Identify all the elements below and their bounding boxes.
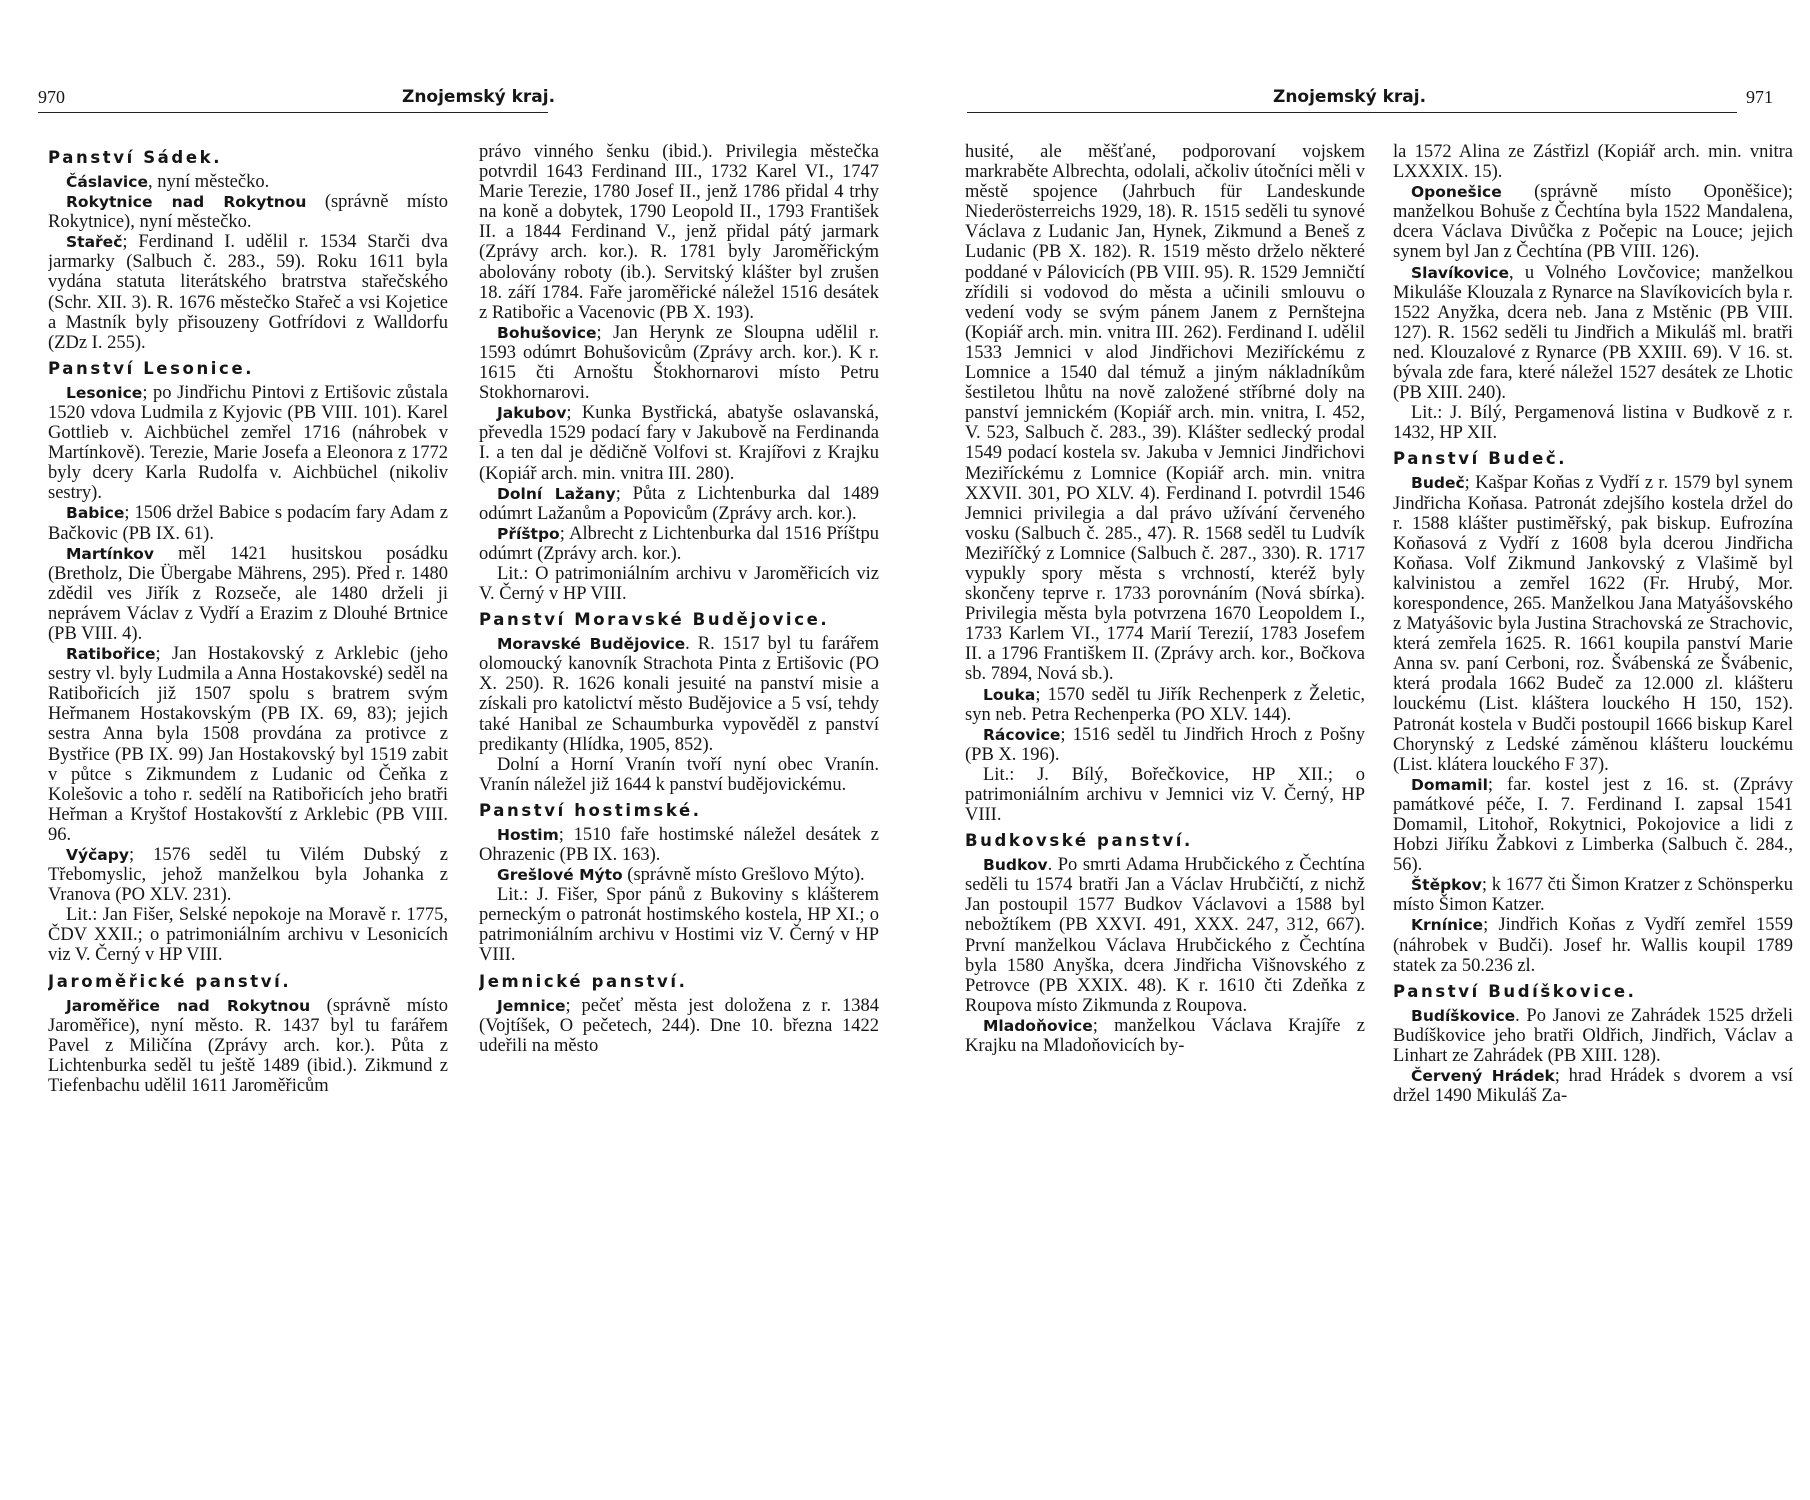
- entry-text: ; 1570 seděl tu Jiřík Rechenperk z Želetic, syn neb. Petra Rechenperka (PO XLV. 144).: [965, 684, 1365, 725]
- entry-paragraph: [479, 403, 879, 483]
- entry-paragraph: [479, 865, 879, 885]
- entry-text: ; 1506 držel Babice s podacím fary Adam z Bačkovic (PB IX. 61).: [48, 503, 448, 544]
- entry-text: ; Jindřich Koňas z Vydří zemřel 1559 (náhrobek v Budči). Josef hr. Wallis koupil 1789 statek za 50.236 zl.: [1393, 915, 1793, 976]
- entry-term: Rácovice: [983, 725, 1061, 744]
- page-number: 971: [1746, 87, 1773, 107]
- entry-text: měl 1421 husitskou posádku (Bretholz, Die Übergabe Mährens, 295). Před r. 1480 zdědil ves Jiřík z Rozseče, ale 1480 drželi ji neprávem Václav z Vydří a Erazim z Dlouhé Brtnice (PB VIII. 4).: [48, 543, 448, 644]
- running-head: Znojemský kraj.: [1273, 87, 1427, 107]
- entry-paragraph: [1393, 403, 1793, 443]
- entry-text: právo vinného šenku (ibid.). Privilegia městečka potvrdil 1643 Ferdinand III., 1732 Karel VI., 1747 Marie Terezie, 1780 Josef II., jenž 1786 přidal 4 trhy na koně a dobytek, 1790 Leopold II., 1793 František II. a 1844 Ferdinand V., jenž přidal pátý jarmark (Zprávy arch. kor.). R. 1781 byly Jaroměřickým abolovány roboty (ib.). Servitský klášter byl zrušen 18. září 1784. Faře jaroměřické náležel 1516 desátek z Ratibořic a Vacenovic (PB X. 193).: [479, 142, 879, 323]
- entry-term: Čáslavice: [66, 173, 148, 191]
- entry-paragraph: [965, 685, 1365, 725]
- entry-text: . R. 1517 byl tu farářem olomoucký kanovník Strachota Pinta z Ertišovic (PO X. 250). R. 1626 konali jesuité na panství misie a získali pro katolictví město Budějovice a 5 vsí, tehdy také Hanibal ze Schaumburka vypověděl z panství predikanty (Hlídka, 1905, 852).: [479, 634, 879, 755]
- entry-paragraph: [48, 232, 448, 353]
- entry-text: ; Kašpar Koňas z Vydří z r. 1579 byl synem Jindřicha Koňasa. Patronát zdejšího kostela držel do r. 1588 klášter pustiměřský, pak biskup. Eufrozína Koňasová z Vydří z 1608 byla dcerou Jindřicha Koňasa. Volf Zikmund Jankovský z Vlašimě byl kalvinistou a zemřel 1622 (Fr. Hrubý, Mor. korespondence, 265. Manželkou Jana Matyášovského z Matyášovic byla Justina Strachovská ze Strachovic, která zemřela 1625. R. 1661 koupila panství Marie Anna sv. paní Cerboni, roz. Švábenská ze Švábenic, která prodala 1662 Budeč za 12.000 zl. klášteru louckému (List. kláštera louckého H 150, 152). Patronát kostela v Budči postoupil 1666 biskup Karel Chorynský z Ledské záměnou klášteru louckému (List. klátera louckého F 37).: [1393, 473, 1793, 775]
- entry-paragraph: [479, 996, 879, 1056]
- entry-text: ; Půta z Lichtenburka dal 1489 odúmrt Lažanům a Popovicům (Zprávy arch. kor.).: [479, 483, 879, 524]
- entry-text: , u Volného Lovčovice; manželkou Mikuláše Klouzala z Rynarce na Slavíkovicích byla r. 1522 Anyžka, dcera neb. Jana z Mstěnic (PB VIII. 127). R. 1562 seděli tu Jindřich a Mikuláš ml. bratři ned. Klouzalové z Rynarce (PB XXIII. 69). V 16. st. bývala zde fara, které náležel 1527 desátek ze Lhotic (PB XIII. 240).: [1393, 262, 1793, 404]
- entry-paragraph: [479, 634, 879, 755]
- section-heading: Panství Sádek.: [48, 148, 223, 167]
- entry-term: Jakubov: [497, 404, 567, 423]
- section-heading: Jemnické panství.: [479, 971, 688, 991]
- entry-term: Jemnice: [497, 996, 566, 1015]
- entry-term: Moravské Budějovice: [497, 635, 686, 654]
- entry-text: . Po smrti Adama Hrubčického z Čechtína seděli tu 1574 bratři Jan a Václav Hrubčičtí, z nichž Jan postoupil 1577 Budkov Václavovi a 1588 byl nebožtíkem (PB XXVI. 491, XXX. 247, 312, 667). První manželkou Václava Hrubčického z Čechtína byla 1580 Anyška, dcera Jindřicha Višnovského z Petrovce (PB XXIX. 48). K r. 1610 čti Zdeňka z Roupova místo Zikmunda z Roupova.: [965, 855, 1365, 1016]
- entry-paragraph: [48, 383, 448, 504]
- entry-text: ; pečeť města jest doložena z r. 1384 (Vojtíšek, O pečetech, 244). Dne 10. března 1422 udeřili na město: [479, 995, 879, 1056]
- entry-text: (správně místo Grešlovo Mýto).: [622, 865, 865, 886]
- entry-paragraph: [48, 172, 448, 192]
- entry-text: ; Albrecht z Lichtenburka dal 1516 Příštpu odúmrt (Zprávy arch. kor.).: [479, 523, 879, 564]
- entry-term: Stařeč: [66, 233, 123, 252]
- entry-text: Dolní a Horní Vranín tvoří nyní obec Vranín. Vranín náležel již 1644 k panství budějovickému.: [479, 754, 879, 795]
- entry-paragraph: [479, 524, 879, 564]
- entry-term: Štěpkov: [1411, 876, 1482, 895]
- entry-paragraph: [479, 323, 879, 403]
- entry-text: ; hrad Hrádek s dvorem a vsí držel 1490 Mikuláš Za-: [1393, 1066, 1793, 1107]
- entry-paragraph: [48, 996, 448, 1096]
- page-number: 970: [38, 87, 65, 107]
- entry-term: Oponešice: [1411, 183, 1502, 202]
- header-rule: [967, 112, 1737, 113]
- entry-text: ; po Jindřichu Pintovi z Ertišovic zůstala 1520 vdova Ludmila z Kyjovic (PB VIII. 101). Karel Gottlieb v. Aichbüchel zemřel 1716 (náhrobek v Martínkově). Terezie, Marie Josefa a Eleonora z 1772 byly dcery Karla Rudolfa v. Aichbüchel (nikoliv sestry).: [48, 382, 448, 504]
- continued-paragraph: [479, 142, 879, 323]
- right-page: [905, 0, 1810, 1500]
- entry-paragraph: [479, 484, 879, 524]
- entry-text: husité, ale měšťané, podporovaní vojskem markraběte Albrechta, odolali, ačkoliv útočníci měli v městě spojence (Jahrbuch für Landeskunde Niederösterreichs 1929, 18). R. 1515 seděli tu synové Václava z Ludanic Jan, Hynek, Zikmund a Beneš z Ludanic (PB X. 182). R. 1519 město drželo některé poddané v Pálovicích (PB VIII. 95). R. 1529 Jemničtí zřídili si vodovod do města a učinili smlouvu o vedení vody se svým pánem Janem z Pernštejna (Kopiář arch. min. vnitra III. 262). Ferdinand I. udělil 1533 Jemnici v alod Jindřichovi Meziříckému z Lomnice a 1540 dal témuž a jiným nákladníkům šestiletou lhůtu na nově založené stříbrné doly na panství jemnickém (Kopiář arch. min. vnitra, I. 452, V. 523, Salbuch č. 283., 39). Klášter sedlecký prodal 1549 podací kostela sv. Jakuba v Jemnici Jindřichovi Meziříckému z Lomnice (Kopiář arch. min. vnitra XXVII. 301, PO XLV. 4). Ferdinand I. potvrdil 1546 Jemnici privilegia a dal právo užívání červeného vosku (Salbuch č. 285., 47). R. 1568 seděl tu Ludvík Meziříčký z Lomnice (Salbuch č. 287., 330). R. 1717 vypukly spory města s vrchností, kteréž byly skončeny teprve r. 1733 porovnáním (Nová sbírka). Privilegia města byla potvrzena 1670 Leopoldem I., 1733 Karlem VI., 1774 Marií Terezií, 1783 Josefem II. a 1796 Františkem II. (Zprávy arch. kor., Bočkova sb. 7894, Nová sb.).: [965, 142, 1365, 685]
- entry-text: ; Jan Hostakovský z Arklebic (jeho sestry vl. byly Ludmila a Anna Hostakovské) seděl na Ratibořicích již 1507 spolu s bratrem svým Heřmanem Hostakovským (PB IX. 69, 83); jejich sestra Anna byla 1508 provdána za protivce z Bystřice (PB IX. 99) Jan Hostakovský byl 1519 zabit v půtce s Zikmundem z Ludanic od Čeňka z Kolešovic a toho r. sedělí na Ratibořicích jeho bratři Heřman a Kryštof Hostakovští z Arklebic (PB VIII. 96.: [48, 644, 448, 845]
- entry-text: ; 1576 seděl tu Vilém Dubský z Třebomyslic, jehož manželkou byla Johanka z Vranova (PO XLV. 231).: [48, 845, 448, 906]
- entry-paragraph: [965, 855, 1365, 1016]
- entry-paragraph: [48, 544, 448, 644]
- entry-paragraph: [48, 905, 448, 965]
- entry-text: Lit.: O patrimoniálním archivu v Jaroměřicích viz V. Černý v HP VIII.: [479, 563, 879, 605]
- entry-term: Domamil: [1411, 775, 1488, 794]
- entry-term: Mladoňovice: [983, 1016, 1093, 1035]
- entry-term: Budeč: [1411, 474, 1465, 493]
- entry-term: Babice: [66, 504, 125, 523]
- entry-paragraph: [48, 503, 448, 543]
- text-column-4: [1393, 142, 1793, 1487]
- section-heading: Jaroměřické panství.: [48, 971, 292, 991]
- entry-paragraph: [965, 1016, 1365, 1056]
- section-heading: Panství Moravské Budějovice.: [479, 610, 830, 630]
- entry-term: Grešlové Mýto: [497, 866, 623, 885]
- entry-text: ; k 1677 čti Šimon Kratzer z Schönsperku místo Šimon Katzer.: [1393, 875, 1793, 916]
- entry-term: Martínkov: [66, 544, 154, 563]
- entry-text: Lit.: J. Fišer, Spor pánů z Bukoviny s klášterem perneckým o patronát hostimského kostela, HP XI.; o patrimoniálním archivu v Hostimi viz V. Černý v HP VIII.: [479, 885, 879, 966]
- entry-text: , nyní městečko.: [147, 172, 270, 192]
- text-column-2: [479, 142, 879, 1487]
- entry-paragraph: [479, 825, 879, 865]
- continued-paragraph: [1393, 142, 1793, 182]
- entry-term: Budíškovice: [1411, 1006, 1516, 1025]
- entry-term: Rokytnice nad Rokytnou: [66, 193, 307, 212]
- entry-paragraph: [48, 845, 448, 905]
- entry-paragraph: [1393, 875, 1793, 915]
- entry-text: (správně místo Jaroměřice), nyní město. R. 1437 byl tu farářem Pavel z Miličína (Zprávy arch. kor.). Půta z Lichtenburka seděl tu ještě 1489 (ibid.). Zikmund z Tiefenbachu udělil 1611 Jaroměřicům: [48, 995, 448, 1096]
- header-rule: [38, 112, 548, 113]
- running-head: Znojemský kraj.: [402, 87, 556, 107]
- entry-term: Lesonice: [66, 383, 143, 402]
- entry-text: Lit.: J. Bílý, Pergamenová listina v Budkově z r. 1432, HP XII.: [1393, 403, 1793, 444]
- section-heading: Panství Lesonice.: [48, 358, 255, 378]
- entry-text: Lit.: Jan Fišer, Selské nepokoje na Moravě r. 1775, ČDV XXII.; o patrimoniálním archivu v Lesonicích viz V. Černý v HP VIII.: [48, 905, 448, 966]
- entry-text: ; Ferdinand I. udělil r. 1534 Starči dva jarmarky (Salbuch č. 283., 59). Roku 1611 byla vydána statuta literátského bratrstva stařečského (Schr. XII. 3). R. 1676 městečko Stařeč a vsi Kojetice a Mastník byly přisouzeny Gotfrídovi z Walldorfu (ZDz I. 255).: [48, 232, 448, 353]
- entry-term: Slavíkovice: [1411, 263, 1510, 282]
- continued-paragraph: [965, 142, 1365, 685]
- entry-text: (správně místo Oponěšice); manželkou Bohuše z Čechtína byla 1522 Mandalena, dcera Václava Divůčka z Počepic na Louce; jejich synem byl Jan z Čechtína (PB VIII. 126).: [1393, 182, 1793, 263]
- entry-text: Lit.: J. Bílý, Bořečkovice, HP XII.; o patrimoniálním archivu v Jemnici viz V. Černý, HP VIII.: [965, 764, 1365, 826]
- entry-term: Výčapy: [66, 846, 129, 864]
- entry-term: Jaroměřice nad Rokytnou: [66, 996, 311, 1015]
- entry-paragraph: [479, 564, 879, 604]
- entry-text: . Po Janovi ze Zahrádek 1525 drželi Budíškovice jeho bratři Oldřich, Jindřich, Václav a Linhart ze Zahrádek (PB XIII. 128).: [1393, 1005, 1793, 1066]
- entry-term: Bohušovice: [497, 323, 597, 342]
- entry-term: Krnínice: [1411, 916, 1484, 935]
- entry-paragraph: [479, 755, 879, 795]
- section-heading: Panství hostimské.: [479, 800, 702, 820]
- entry-paragraph: [479, 885, 879, 965]
- entry-term: Červený Hrádek: [1411, 1067, 1555, 1086]
- section-heading: Panství Budeč.: [1393, 449, 1568, 469]
- entry-paragraph: [1393, 182, 1793, 262]
- entry-term: Příštpo: [497, 524, 560, 543]
- section-heading: Budkovské panství.: [965, 831, 1193, 851]
- entry-text: ; manželkou Václava Krajíře z Krajku na Mladoňovicích by-: [965, 1015, 1365, 1057]
- entry-term: Ratibořice: [66, 645, 156, 664]
- entry-text: ; 1510 faře hostimské náležel desátek z Ohrazenic (PB IX. 163).: [479, 824, 879, 865]
- entry-paragraph: [965, 765, 1365, 825]
- entry-text: (správně místo Rokytnice), nyní městečko.: [48, 192, 448, 233]
- entry-paragraph: [1393, 915, 1793, 975]
- entry-paragraph: [48, 644, 448, 845]
- entry-paragraph: [1393, 775, 1793, 875]
- section-heading: Panství Budíškovice.: [1393, 981, 1637, 1001]
- entry-text: ; far. kostel jest z 16. st. (Zprávy památkové péče, I. 7. Ferdinand I. zapsal 1541 Domamil, Litohoř, Rokytnici, Pokojovice a lidi z Hobzi Jiříku Žabkovi z Limberka (Salbuch č. 284., 56).: [1393, 774, 1793, 876]
- entry-paragraph: [965, 725, 1365, 765]
- entry-paragraph: [48, 192, 448, 232]
- text-column-1: [48, 142, 448, 1487]
- entry-term: Louka: [983, 685, 1036, 704]
- entry-text: ; 1516 seděl tu Jindřich Hroch z Pošny (PB X. 196).: [965, 724, 1365, 765]
- entry-text: la 1572 Alina ze Zástřizl (Kopiář arch. min. vnitra LXXXIX. 15).: [1393, 142, 1793, 183]
- entry-paragraph: [1393, 1066, 1793, 1106]
- entry-paragraph: [1393, 263, 1793, 404]
- text-column-3: [965, 142, 1365, 1487]
- entry-paragraph: [1393, 473, 1793, 774]
- entry-text: ; Kunka Bystřická, abatyše oslavanská, převedla 1529 podací fary v Jakubově na Ferdinanda I. a ten dal je dědičně Volfovi st. Krajířovi z Krajku (Kopiář arch. min. vnitra III. 280).: [479, 403, 879, 484]
- entry-term: Dolní Lažany: [497, 484, 616, 503]
- entry-term: Hostim: [497, 825, 559, 844]
- entry-term: Budkov: [983, 856, 1048, 875]
- entry-text: ; Jan Herynk ze Sloupna udělil r. 1593 odúmrt Bohušovicům (Zprávy arch. kor.). K r. 1615 čti Arnoštu Štokhornarovi místo Petru Stokhornarovi.: [479, 322, 879, 404]
- entry-paragraph: [1393, 1006, 1793, 1066]
